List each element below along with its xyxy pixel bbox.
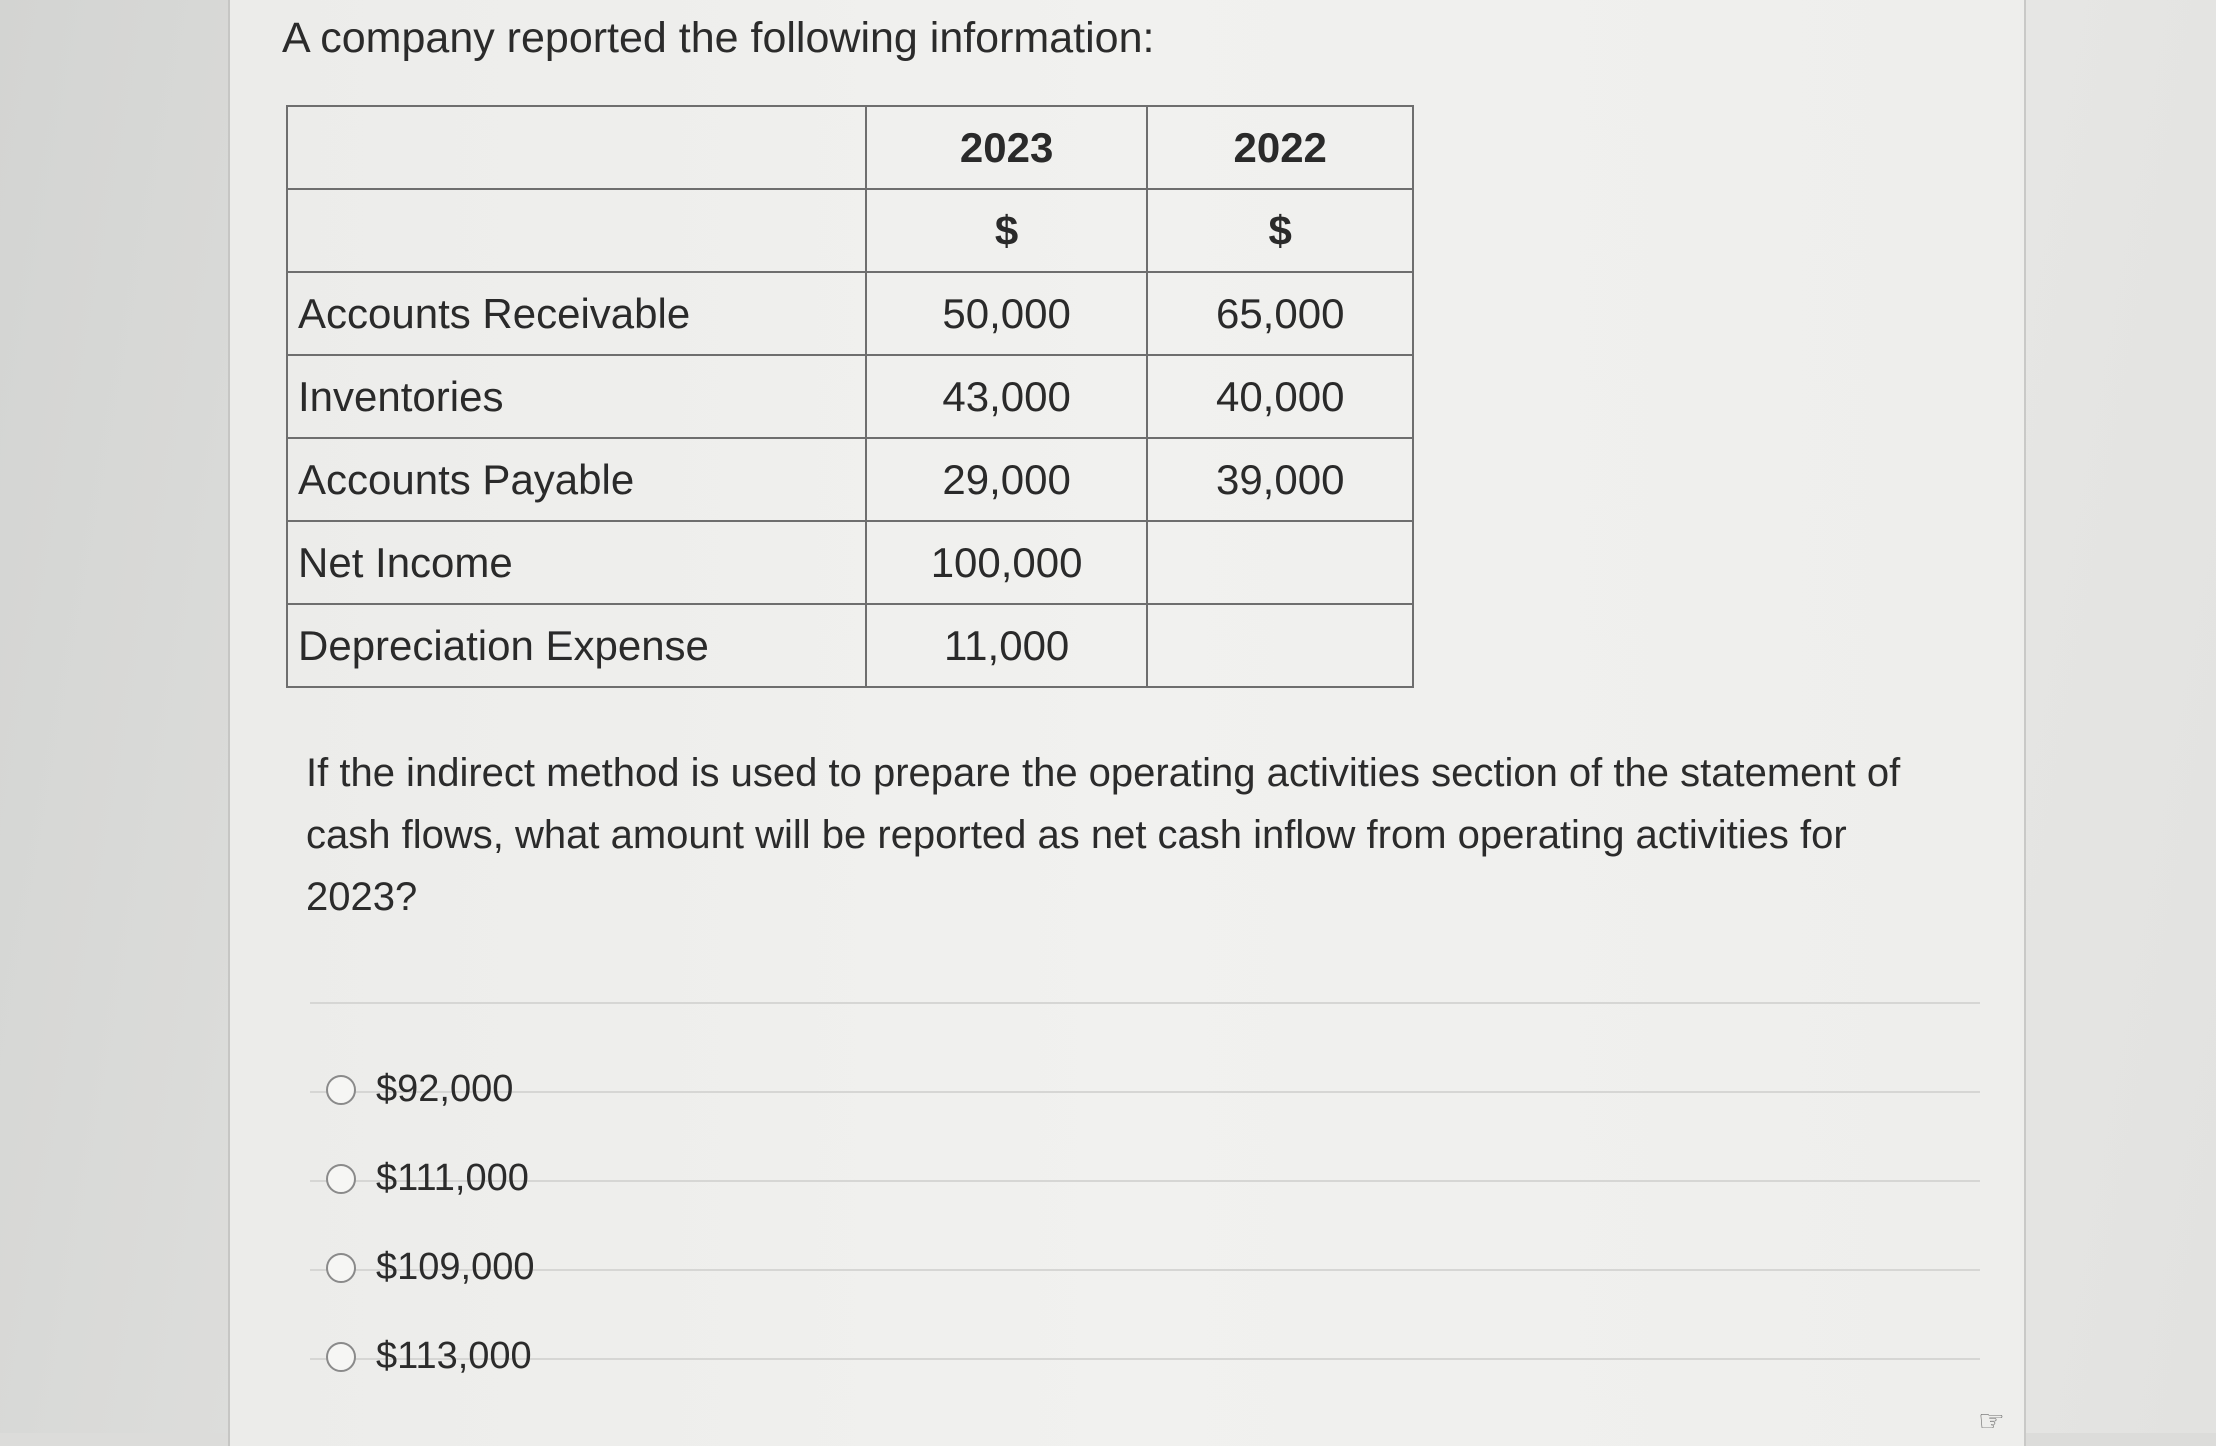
- answer-option-label: $113,000: [376, 1335, 532, 1377]
- table-units-row: [287, 189, 1413, 272]
- answer-option-label: $109,000: [376, 1246, 535, 1288]
- value-2022: 65,000: [1147, 272, 1413, 355]
- table-units-cell: [287, 189, 866, 272]
- divider: [310, 1180, 1980, 1182]
- value-2023: 43,000: [866, 355, 1148, 438]
- answer-option[interactable]: [326, 1134, 535, 1223]
- value-2022: 40,000: [1147, 355, 1413, 438]
- table-row: [287, 438, 1413, 521]
- table-units-cell: $: [866, 189, 1148, 272]
- answer-option-label: $111,000: [376, 1157, 529, 1199]
- radio-button[interactable]: [326, 1075, 356, 1105]
- table-row: [287, 272, 1413, 355]
- value-2022: [1147, 521, 1413, 604]
- value-2022: [1147, 604, 1413, 687]
- table-header-cell: 2023: [866, 106, 1148, 189]
- answer-option-label: $92,000: [376, 1068, 514, 1110]
- divider: [310, 1269, 1980, 1271]
- value-2023: 29,000: [866, 438, 1148, 521]
- radio-button[interactable]: [326, 1253, 356, 1283]
- divider: [310, 1091, 1980, 1093]
- answer-option[interactable]: [326, 1223, 535, 1312]
- table-row: [287, 521, 1413, 604]
- divider: [310, 1358, 1980, 1360]
- row-label: Accounts Payable: [287, 438, 866, 521]
- table-row: [287, 355, 1413, 438]
- value-2023: 100,000: [866, 521, 1148, 604]
- row-label: Depreciation Expense: [287, 604, 866, 687]
- table-row: [287, 604, 1413, 687]
- table-header-cell: 2022: [1147, 106, 1413, 189]
- answer-option[interactable]: [326, 1312, 535, 1401]
- mouse-cursor-icon: ☞: [1978, 1405, 2005, 1438]
- answer-options: [326, 1045, 535, 1401]
- row-label: Accounts Receivable: [287, 272, 866, 355]
- row-label: Inventories: [287, 355, 866, 438]
- table-header-row: [287, 106, 1413, 189]
- question-intro: A company reported the following information:: [282, 14, 1155, 62]
- radio-button[interactable]: [326, 1342, 356, 1372]
- radio-button[interactable]: [326, 1164, 356, 1194]
- value-2022: 39,000: [1147, 438, 1413, 521]
- value-2023: 11,000: [866, 604, 1148, 687]
- divider: [310, 1002, 1980, 1004]
- table-header-cell: [287, 106, 866, 189]
- row-label: Net Income: [287, 521, 866, 604]
- answer-option[interactable]: [326, 1045, 535, 1134]
- financial-data-table: [286, 105, 1414, 688]
- question-text: If the indirect method is used to prepare the operating activities section of the statement of cash flows, what amount will be reported as net cash inflow from operating activities for 2023?: [306, 751, 1901, 919]
- value-2023: 50,000: [866, 272, 1148, 355]
- table-units-cell: $: [1147, 189, 1413, 272]
